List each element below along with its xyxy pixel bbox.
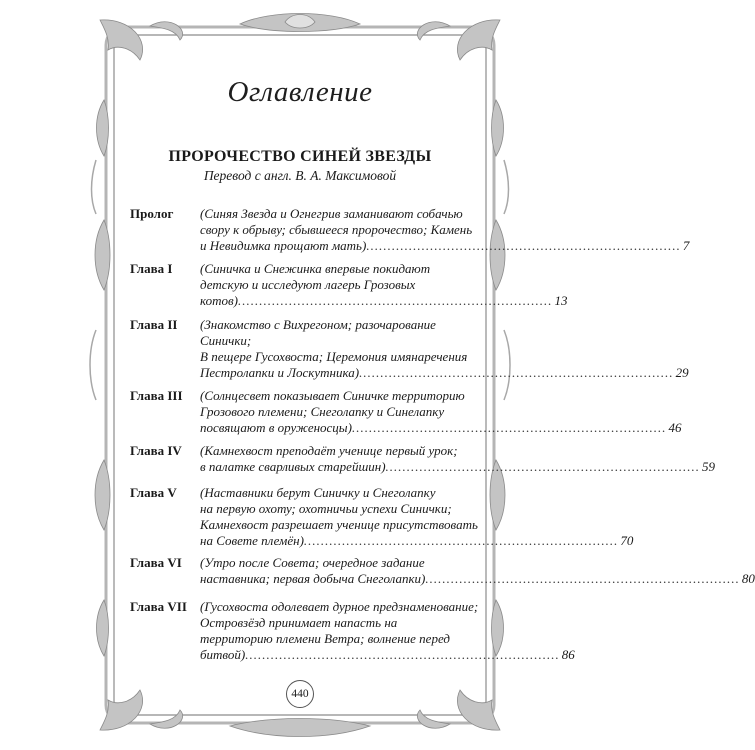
toc-line: (Солнцесвет показывает Синичке территорию [200,388,465,403]
toc-entry-label: Глава V [130,485,177,500]
dot-leader: .......................................................................... [351,420,667,435]
toc-entry-description [200,485,634,549]
toc-line: (Синичка и Снежинка впервые покидают [200,261,431,276]
toc-page-number: 59 [702,459,716,474]
toc-line: (Гусохвоста одолевает дурное предзнаменование; [200,599,479,614]
toc-entry-description [200,261,568,309]
toc-line: на первую охоту; охотничьи успехи Синички; [200,501,452,516]
toc-entry-label: Глава IV [130,443,182,458]
toc-line: Грозового племени; Снеголапку и Синелапку [200,404,445,419]
dot-leader: .......................................................................... [366,238,681,253]
toc-line: территорию племени Ветра; волнение перед [200,631,450,646]
toc-entry-description [200,555,755,587]
toc-entry-label: Пролог [130,206,174,221]
toc-line: Островзёзд принимает напасть на [200,615,398,630]
dot-leader: .......................................................................... [237,293,553,308]
toc-page-number: 29 [675,365,689,380]
toc-entry-label: Глава II [130,317,178,332]
toc-page-number: 46 [668,420,682,435]
toc-entry-description [200,317,689,381]
book-title: ПРОРОЧЕСТВО СИНЕЙ ЗВЕЗДЫ [168,148,432,165]
toc-entry-description [200,599,575,663]
toc-line: котов) [200,293,238,308]
toc-page-number: 70 [620,533,634,548]
toc-line: Камнехвост разрешает ученице присутствовать [200,517,478,532]
toc-line: наставника; первая добыча Снеголапки) [200,571,426,586]
dot-leader: .......................................................................... [359,365,674,380]
toc-line: (Наставники берут Синичку и Снеголапку [200,485,436,500]
toc-line: в палатке сварливых старейшин) [200,459,386,474]
dot-leader: .......................................................................... [245,647,560,662]
page-title: Оглавление [227,76,373,108]
toc-line: (Знакомство с Вихрегоном; разочарование [200,317,436,332]
toc-entry-label: Глава VII [130,599,187,614]
toc-line: битвой) [200,647,246,662]
toc-line: Синички; [200,333,252,348]
toc-entry-description [200,388,682,436]
toc-page-number: 86 [561,647,575,662]
toc-line: детскую и исследуют лагерь Грозовых [200,277,416,292]
toc-line: и Невидимка прощают мать) [200,238,367,253]
dot-leader: .......................................................................... [425,571,740,586]
toc-page-number: 80 [741,571,755,586]
toc-entry-label: Глава III [130,388,183,403]
toc-line: (Синяя Звезда и Огнегрив заманивают собачью [200,206,463,221]
toc-entry-description [200,443,716,475]
page-number-badge: 440 [286,680,314,708]
toc-line: свору к обрыву; сбывшееся пророчество; Камень [200,222,473,237]
toc-entry-label: Глава I [130,261,173,276]
toc-line: Пестролапки и Лоскутника) [200,365,360,380]
toc-line: (Камнехвост преподаёт ученице первый урок; [200,443,458,458]
dot-leader: .......................................................................... [303,533,619,548]
dot-leader: .......................................................................... [385,459,701,474]
toc-line: В пещере Гусохвоста; Церемония имянаречения [200,349,468,364]
toc-entry-description [200,206,690,254]
toc-line: (Утро после Совета; очередное задание [200,555,425,570]
toc-page-number: 13 [554,293,568,308]
toc-line: на Совете племён) [200,533,304,548]
toc-page-number: 7 [682,238,690,253]
translator-credit: Перевод с англ. В. А. Максимовой [203,168,397,183]
toc-entry-label: Глава VI [130,555,182,570]
toc-line: посвящают в оруженосцы) [200,420,352,435]
